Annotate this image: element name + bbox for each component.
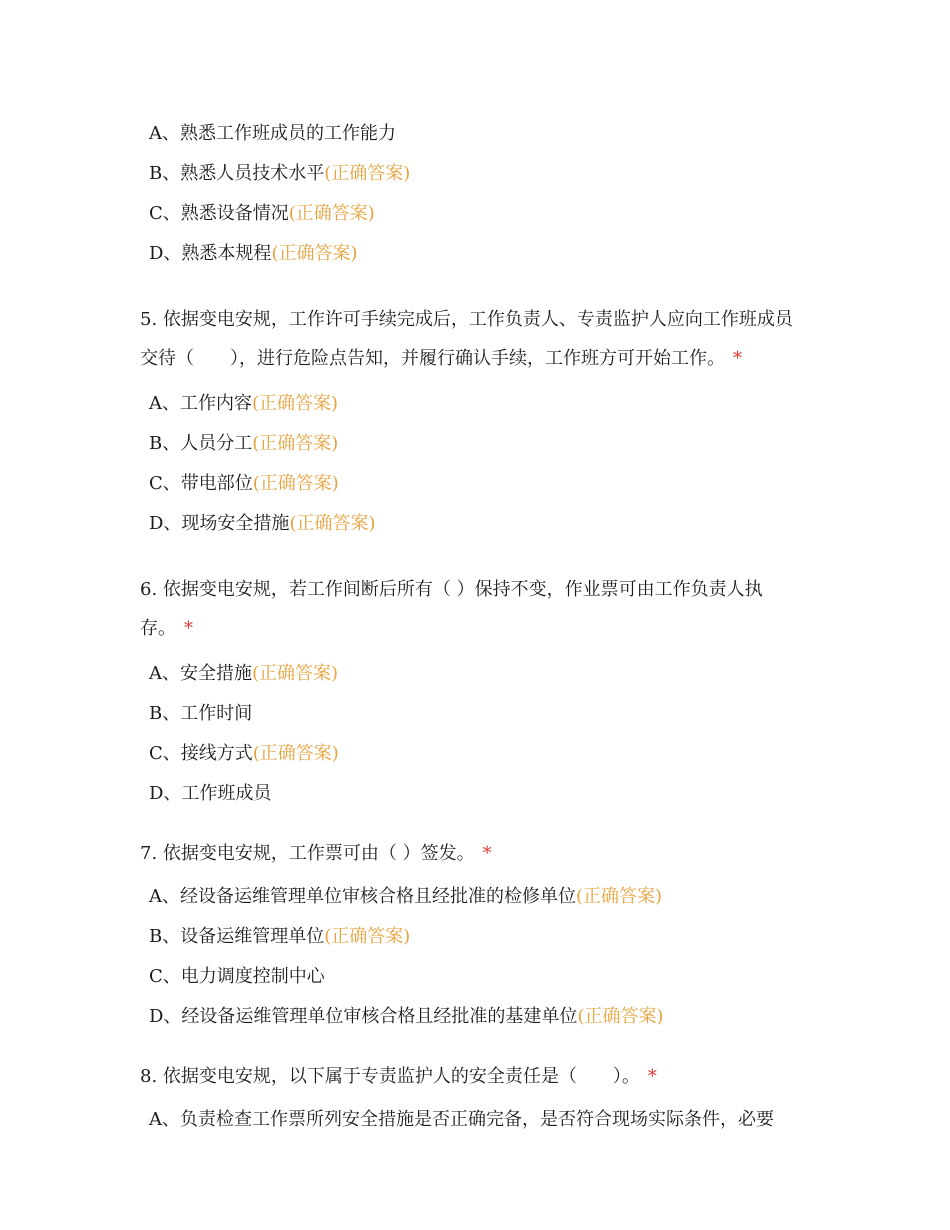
correct-answer-tag: (正确答案) [289,513,376,534]
option-item[interactable]: B、工作时间 [149,703,253,724]
required-marker: * [733,348,742,369]
question-group-6 [140,570,820,814]
option-item[interactable]: A、熟悉工作班成员的工作能力 [149,123,396,144]
option-item[interactable]: D、熟悉本规程(正确答案) [149,243,358,264]
correct-answer-tag: (正确答案) [271,243,358,264]
option-item[interactable]: B、人员分工(正确答案) [149,433,339,454]
option-item[interactable]: B、熟悉人员技术水平(正确答案) [149,163,411,184]
correct-answer-tag: (正确答案) [324,163,411,184]
question-group-8 [140,1057,820,1140]
option-item[interactable]: D、现场安全措施(正确答案) [149,513,376,534]
question-group-4 [140,114,820,274]
question-title: 8. 依据变电安规，以下属于专责监护人的安全责任是（ ）。 * [140,1066,657,1087]
correct-answer-tag: (正确答案) [576,886,663,907]
correct-answer-tag: (正确答案) [252,663,339,684]
correct-answer-tag: (正确答案) [252,743,339,764]
option-item[interactable]: C、电力调度控制中心 [149,966,325,987]
option-item[interactable]: A、安全措施(正确答案) [149,663,339,684]
correct-answer-tag: (正确答案) [252,473,339,494]
option-item[interactable]: A、经设备运维管理单位审核合格且经批准的检修单位(正确答案) [149,886,663,907]
correct-answer-tag: (正确答案) [577,1006,664,1027]
option-item[interactable]: A、工作内容(正确答案) [149,393,339,414]
correct-answer-tag: (正确答案) [252,433,339,454]
correct-answer-tag: (正确答案) [252,393,339,414]
question-title: 7. 依据变电安规，工作票可由（ ）签发。 * [140,843,492,864]
question-title: 6. 依据变电安规，若工作间断后所有（ ）保持不变，作业票可由工作负责人执 存。 * [140,579,763,639]
correct-answer-tag: (正确答案) [288,203,375,224]
option-item[interactable]: D、工作班成员 [149,783,272,804]
option-item[interactable]: D、经设备运维管理单位审核合格且经批准的基建单位(正确答案) [149,1006,664,1027]
question-title: 5. 依据变电安规，工作许可手续完成后，工作负责人、专责监护人应向工作班成员 交待（ ），进行危险点告知，并履行确认手续，工作班方可开始工作。 * [140,309,793,369]
required-marker: * [184,618,193,639]
required-marker: * [647,1066,657,1087]
option-item[interactable]: C、熟悉设备情况(正确答案) [149,203,375,224]
question-group-7 [140,834,820,1037]
option-item[interactable]: C、带电部位(正确答案) [149,473,339,494]
option-item[interactable]: A、负责检查工作票所列安全措施是否正确完备，是否符合现场实际条件，必要 [149,1109,774,1130]
required-marker: * [482,843,492,864]
option-item[interactable]: B、设备运维管理单位(正确答案) [149,926,411,947]
correct-answer-tag: (正确答案) [324,926,411,947]
option-item[interactable]: C、接线方式(正确答案) [149,743,339,764]
question-group-5 [140,300,820,544]
question-list [140,114,820,1140]
